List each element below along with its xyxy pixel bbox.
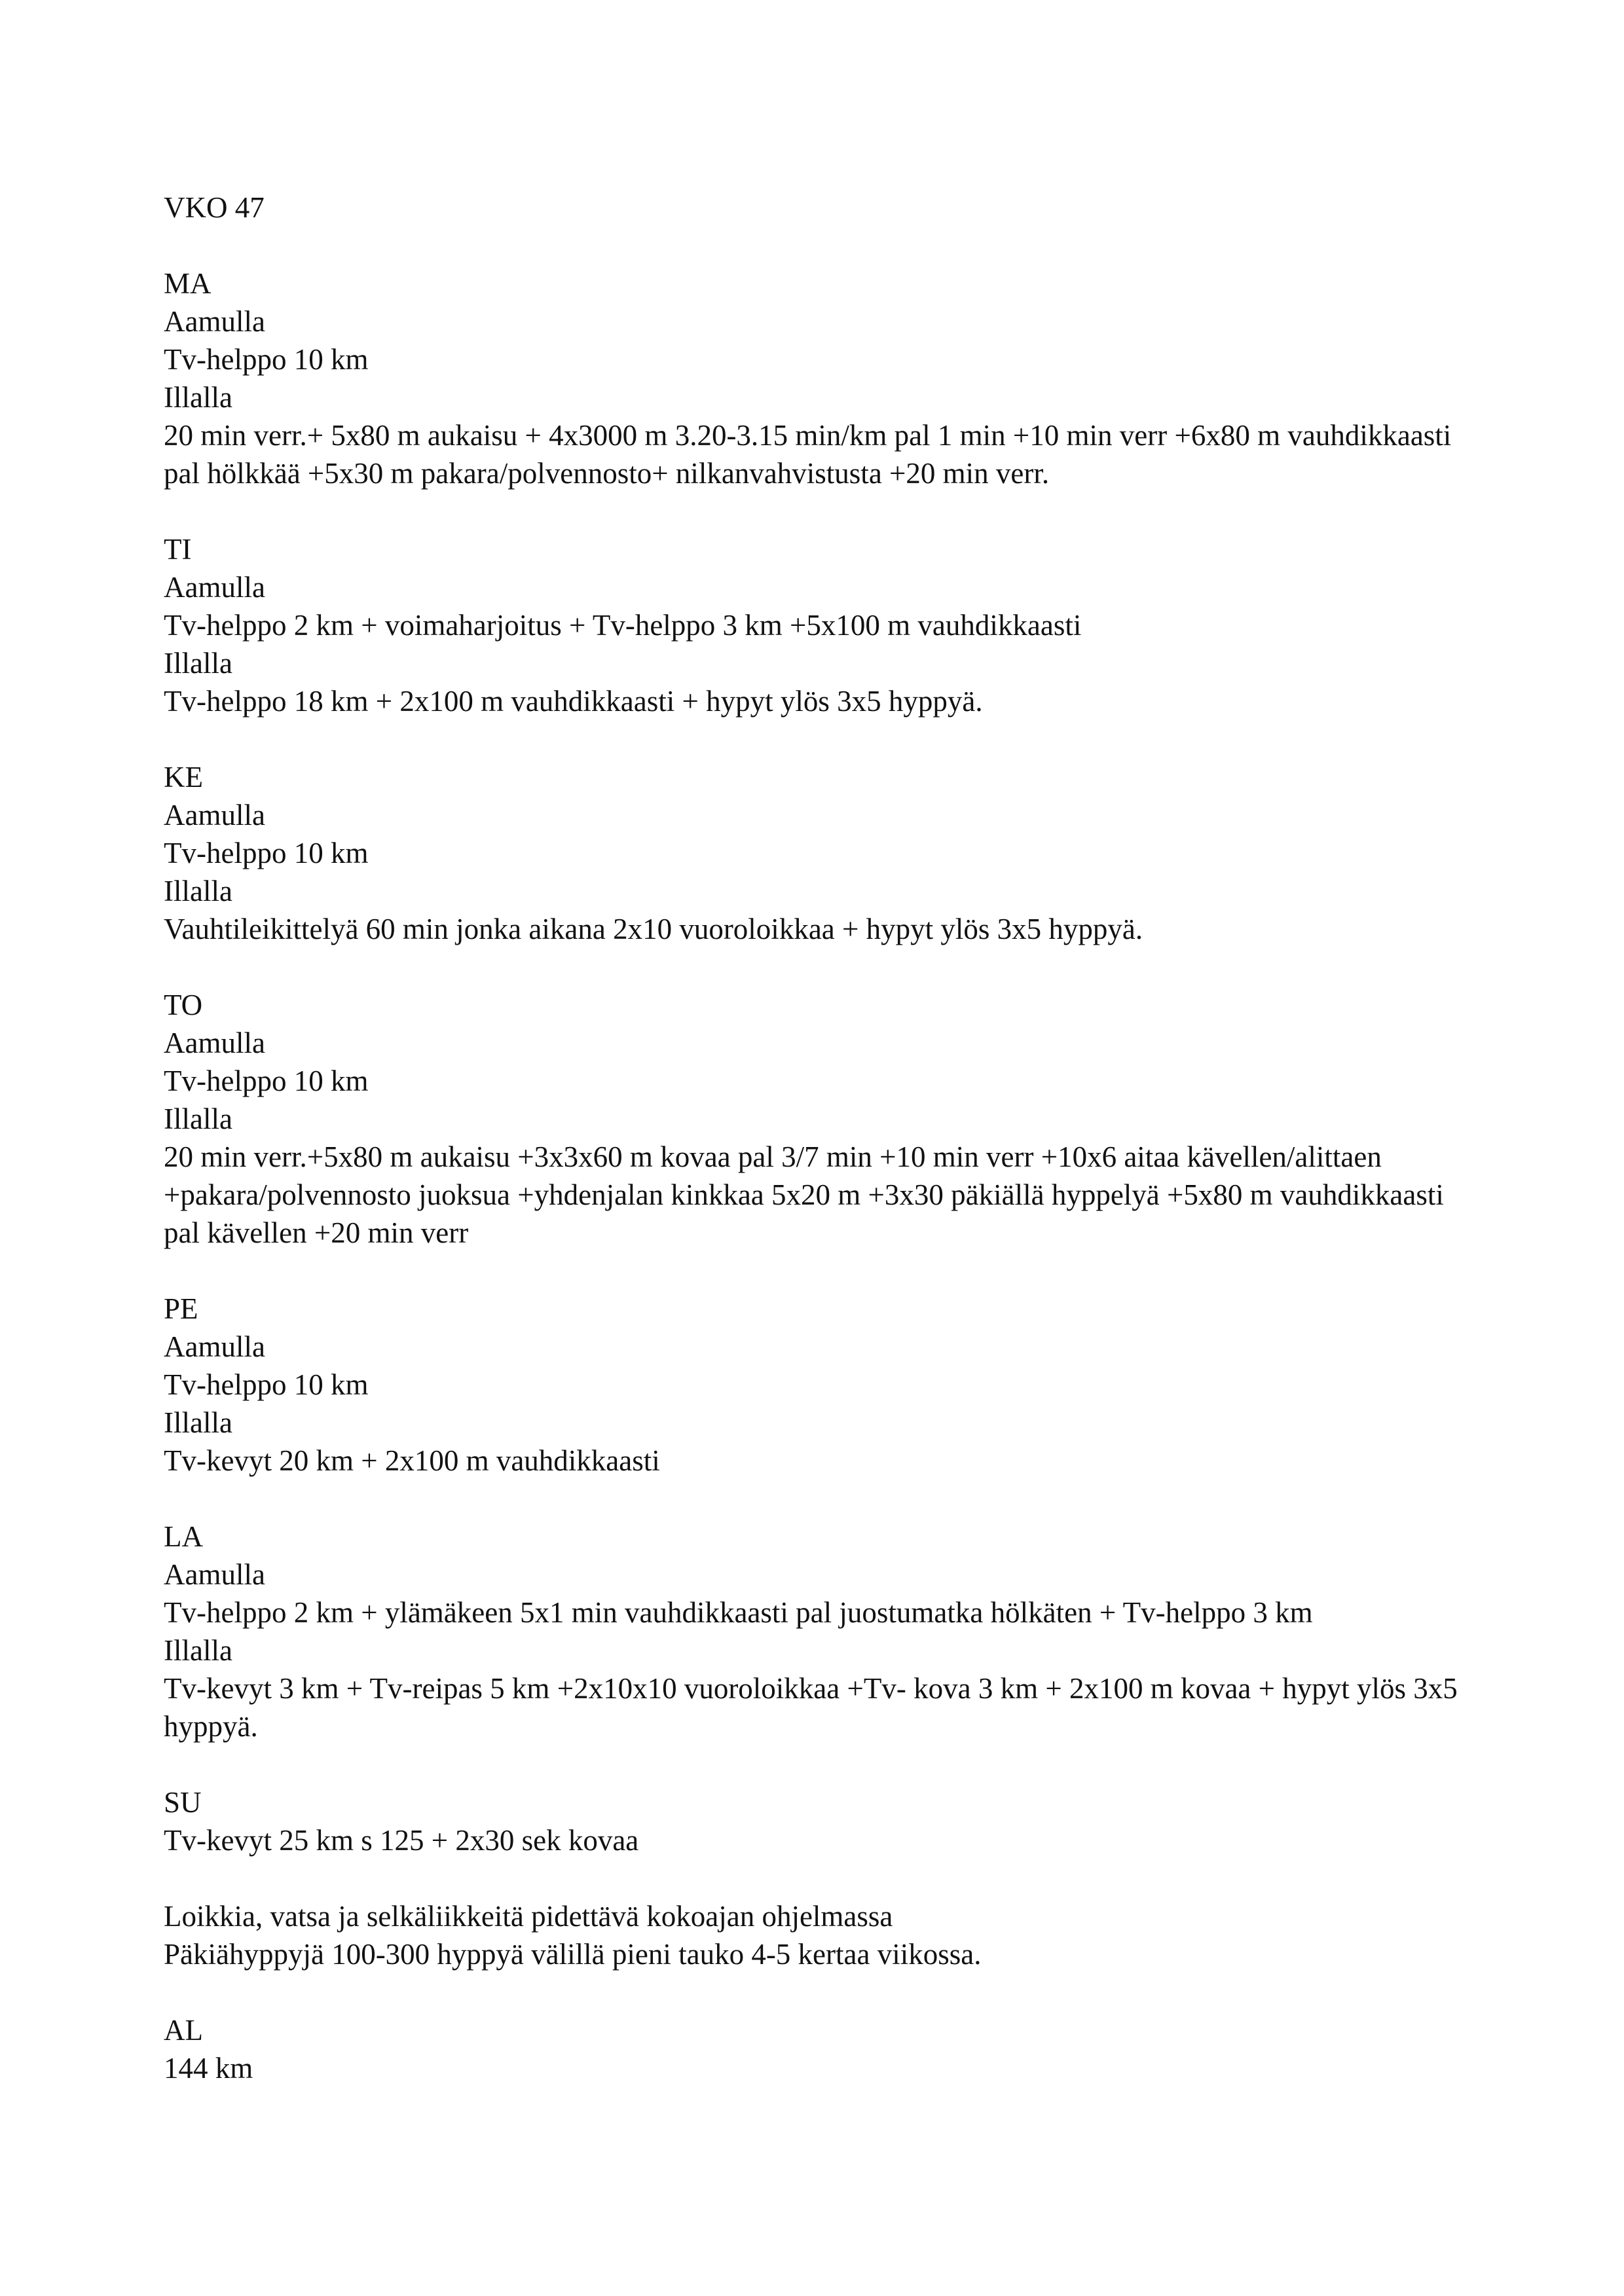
total-section [164,2011,1473,2087]
session-label-evening: Illalla [164,1102,232,1135]
day-section-pe [164,1290,1473,1480]
session-label-morning: Aamulla [164,1558,265,1591]
session-description: 20 min verr.+5x80 m aukaisu +3x3x60 m kovaa pal 3/7 min +10 min verr +10x6 aitaa kävellen/alittaen +pakara/polvennosto juoksua +yhdenjalan kinkkaa 5x20 m +3x30 päkiällä hyppelyä +5x80 m vauhdikkaasti pal kävellen +20 min verr [164,1140,1452,1249]
day-code: TO [164,989,203,1021]
session-description: Tv-helppo 10 km [164,837,369,869]
session-label-evening: Illalla [164,381,232,414]
day-code: LA [164,1520,203,1553]
session-description: Tv-kevyt 20 km + 2x100 m vauhdikkaasti [164,1444,660,1477]
day-section-ma [164,264,1473,492]
day-section-su [164,1783,1473,1859]
day-section-to [164,986,1473,1252]
day-section-la [164,1518,1473,1745]
session-description: Tv-helppo 18 km + 2x100 m vauhdikkaasti + hypyt ylös 3x5 hyppyä. [164,685,983,718]
session-label-evening: Illalla [164,647,232,680]
session-label-morning: Aamulla [164,1027,265,1059]
notes-section [164,1897,1473,1973]
session-description: Tv-kevyt 3 km + Tv-reipas 5 km +2x10x10 vuoroloikkaa +Tv- kova 3 km + 2x100 m kovaa + hypyt ylös 3x5 hyppyä. [164,1672,1466,1743]
day-code: KE [164,761,203,793]
week-title: VKO 47 [164,191,265,224]
session-label-morning: Aamulla [164,1330,265,1363]
session-description: Vauhtileikittelyä 60 min jonka aikana 2x10 vuoroloikkaa + hypyt ylös 3x5 hyppyä. [164,913,1143,945]
day-section-ke [164,758,1473,948]
session-label-evening: Illalla [164,875,232,907]
session-description: Tv-helppo 10 km [164,1368,369,1401]
note-line: Loikkia, vatsa ja selkäliikkeitä pidettävä kokoajan ohjelmassa [164,1900,893,1933]
session-label-morning: Aamulla [164,799,265,831]
day-section-ti [164,530,1473,720]
session-label-morning: Aamulla [164,571,265,604]
session-label-evening: Illalla [164,1406,232,1439]
session-description: Tv-helppo 2 km + ylämäkeen 5x1 min vauhdikkaasti pal juostumatka hölkäten + Tv-helppo 3 km [164,1596,1313,1629]
training-document [164,189,1473,2125]
day-code: SU [164,1786,202,1819]
session-description: Tv-helppo 10 km [164,1065,369,1097]
day-code: TI [164,533,192,566]
day-code: MA [164,267,212,300]
session-description: Tv-helppo 10 km [164,343,369,376]
session-label-evening: Illalla [164,1634,232,1667]
note-line: Päkiähyppyjä 100-300 hyppyä välillä pieni tauko 4-5 kertaa viikossa. [164,1938,982,1971]
day-code: PE [164,1292,198,1325]
session-description: Tv-helppo 2 km + voimaharjoitus + Tv-helppo 3 km +5x100 m vauhdikkaasti [164,609,1082,642]
total-value: 144 km [164,2052,253,2085]
session-label-morning: Aamulla [164,305,265,338]
session-description: 20 min verr.+ 5x80 m aukaisu + 4x3000 m 3.20-3.15 min/km pal 1 min +10 min verr +6x80 m vauhdikkaasti pal hölkkää +5x30 m pakara/polvennosto+ nilkanvahvistusta +20 min verr. [164,419,1459,490]
total-code: AL [164,2014,203,2047]
session-description: Tv-kevyt 25 km s 125 + 2x30 sek kovaa [164,1824,639,1857]
